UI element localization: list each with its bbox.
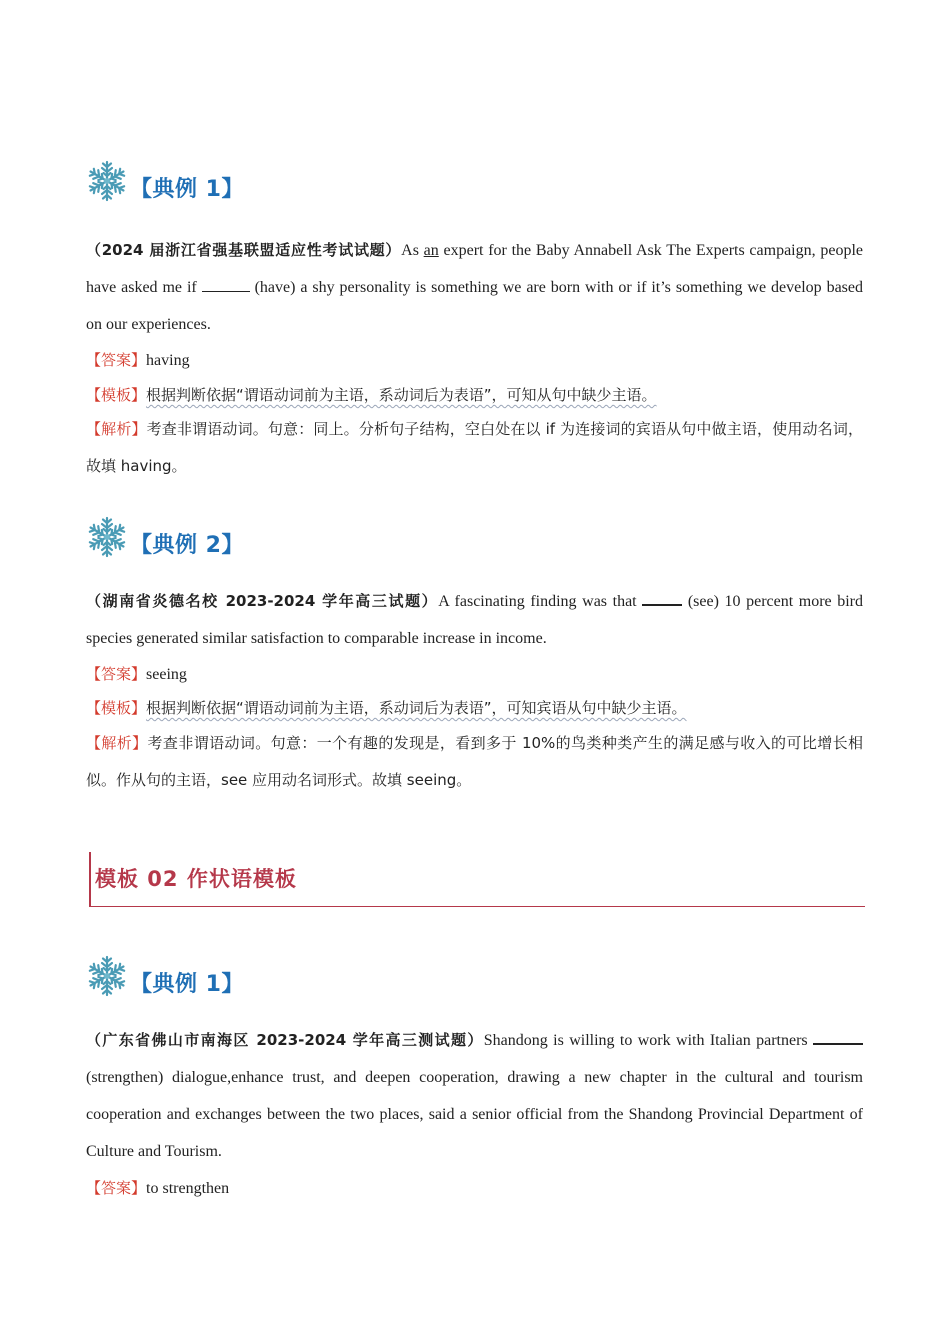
example-label: 【典例 1】: [130, 176, 244, 202]
example-label: 【典例 2】: [130, 532, 244, 558]
section-title: 模板 02 作状语模板: [95, 867, 297, 891]
question-paragraph: （2024 届浙江省强基联盟适应性考试试题）As an expert for the Baby Annabell Ask The Experts campaign, people have asked me if (have) a shy personality is something we are born with or if it’s something we develop based on our experiences.: [86, 241, 864, 333]
example-label: 【典例 1】: [130, 971, 244, 997]
underlined-word: an: [423, 242, 439, 259]
answer-text: seeing: [146, 666, 187, 683]
answer-line: [86, 657, 863, 692]
answer-line: [86, 1171, 863, 1206]
question-source: （2024 届浙江省强基联盟适应性考试试题）: [86, 241, 402, 259]
question-source: （广东省佛山市南海区 2023-2024 学年高三测试题）: [86, 1031, 484, 1049]
analysis-text: 考查非谓语动词。句意：一个有趣的发现是，看到多于 10%的鸟类种类产生的满足感与收入的可比增长相似。作从句的主语，see 应用动名词形式。故填 seeing。: [86, 734, 863, 789]
analysis-tag: 【解析】: [86, 420, 147, 438]
template-tag: 【模板】: [86, 386, 147, 404]
answer-text: to strengthen: [146, 1180, 230, 1197]
snowflake-icon: [86, 516, 128, 558]
answer-text: having: [146, 352, 190, 369]
question-source: （湖南省炎德名校 2023-2024 学年高三试题）: [86, 592, 439, 610]
question-paragraph: （广东省佛山市南海区 2023-2024 学年高三测试题）Shandong is willing to work with Italian partners (strengthen) dialogue,enhance trust, and deepen cooperation, drawing a new chapter in the cultural and tourism cooperation and exchanges between the two places, said a senior official from the Shandong Provincial Department of Culture and Tourism.: [86, 1031, 863, 1160]
template-text: 根据判断依据“谓语动词前为主语，系动词后为表语”，可知宾语从句中缺少主语。: [146, 699, 687, 717]
template-line: [86, 378, 863, 413]
analysis-text: 考查非谓语动词。句意：同上。分析句子结构，空白处在以 if 为连接词的宾语从句中做主语，使用动名词，故填 having。: [86, 420, 863, 475]
question-paragraph: （湖南省炎德名校 2023-2024 学年高三试题）A fascinating finding was that (see) 10 percent more bird species generated similar satisfaction to comparable increase in income.: [86, 592, 864, 647]
answer-blank: [813, 1029, 863, 1045]
answer-tag: 【答案】: [86, 1179, 147, 1197]
snowflake-icon: [86, 160, 128, 202]
answer-tag: 【答案】: [86, 665, 147, 683]
template-tag: 【模板】: [86, 699, 147, 717]
analysis-paragraph: [86, 411, 863, 485]
answer-blank: [202, 277, 250, 292]
template-line: [86, 691, 863, 726]
analysis-tag: 【解析】: [86, 734, 148, 752]
section-heading: [89, 852, 865, 907]
example-heading: [86, 158, 244, 204]
answer-line: [86, 343, 863, 378]
snowflake-icon: [86, 955, 128, 997]
answer-tag: 【答案】: [86, 351, 147, 369]
example-heading: [86, 953, 244, 999]
analysis-paragraph: [86, 725, 863, 799]
answer-blank: [642, 590, 682, 606]
example-heading: [86, 514, 244, 560]
template-text: 根据判断依据“谓语动词前为主语，系动词后为表语”，可知从句中缺少主语。: [146, 386, 657, 404]
